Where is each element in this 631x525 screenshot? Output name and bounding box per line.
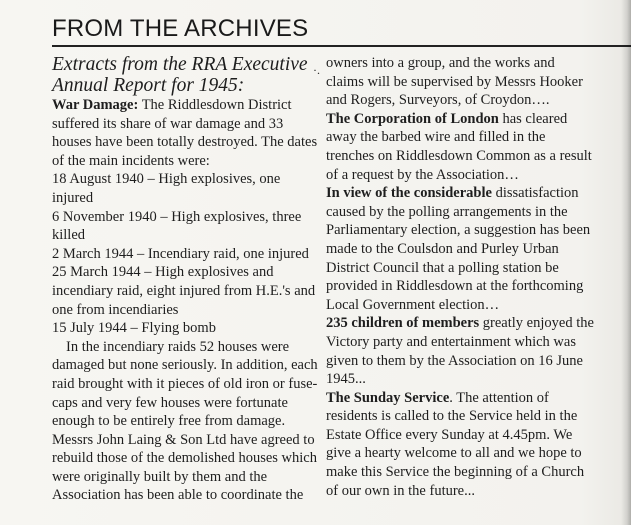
polling-text: dissatisfaction caused by the polling arrangements in the Parliamentary election, a suggestion has been made to the Coulsdon and Purley Urban District Council that a polling station be provided in Riddlesdown at the forthcoming Local Government election… [326, 185, 591, 313]
section-heading: FROM THE ARCHIVES [52, 15, 309, 42]
right-column [326, 54, 594, 500]
children-heading: 235 children of members [326, 315, 480, 332]
left-column [52, 54, 318, 505]
children-paragraph [326, 314, 594, 388]
incident-item: 15 July 1944 – Flying bomb [52, 320, 216, 337]
heading-rule [52, 45, 631, 47]
sunday-paragraph [326, 389, 594, 501]
article-title-line-2: Annual Report for 1945: [52, 75, 245, 96]
article-title-line-1: Extracts from the RRA Executive [52, 54, 308, 75]
war-damage-paragraph [52, 96, 318, 170]
corporation-heading: The Corporation of London [326, 110, 499, 127]
polling-paragraph [326, 184, 594, 314]
children-text: greatly enjoyed the Victory party and entertainment which was given to them by the Association on 16 June 1945... [326, 315, 594, 388]
war-damage-text: The Riddlesdown District suffered its share of war damage and 33 houses have been totally destroyed. The dates of the main incidents were: [52, 97, 318, 169]
incendiary-paragraph: In the incendiary raids 52 houses were damaged but none seriously. In addition, each raid brought with it pieces of old iron or fuse-caps and very few houses were fortunate enough to be entirely free from damage. Messrs John Laing & Son Ltd have agreed to rebuild those of the demolished houses which were originally built by them and the Association has been able to coordinate the [52, 338, 318, 504]
incident-item: 25 March 1944 – High explosives and incendiary raid, eight injured from H.E.'s and one from incendiaries [52, 264, 316, 318]
incident-item: 2 March 1944 – Incendiary raid, one injured [52, 245, 309, 262]
continuation-paragraph: owners into a group, and the works and claims will be supervised by Messrs Hooker and Rogers, Surveyors, of Croydon…. [326, 55, 583, 109]
corporation-paragraph [326, 110, 594, 184]
column-mark: ·. [313, 63, 320, 77]
war-damage-heading: War Damage: [52, 97, 139, 113]
sunday-text: . The attention of residents is called to the Service held in the Estate Office every Sunday at 4.45pm. We give a hearty welcome to all and we hope to make this Service the beginning of a Church of our own in the future... [326, 389, 585, 499]
corporation-text: has cleared away the barbed wire and filled in the trenches on Riddlesdown Common as a result of a request by the Association… [326, 110, 592, 183]
incident-item: 6 November 1940 – High explosives, three killed [52, 208, 302, 244]
incident-item: 18 August 1940 – High explosives, one injured [52, 171, 281, 206]
page-edge-shadow [621, 0, 631, 525]
sunday-heading: The Sunday Service [326, 389, 450, 406]
polling-heading: In view of the considerable [326, 185, 492, 202]
